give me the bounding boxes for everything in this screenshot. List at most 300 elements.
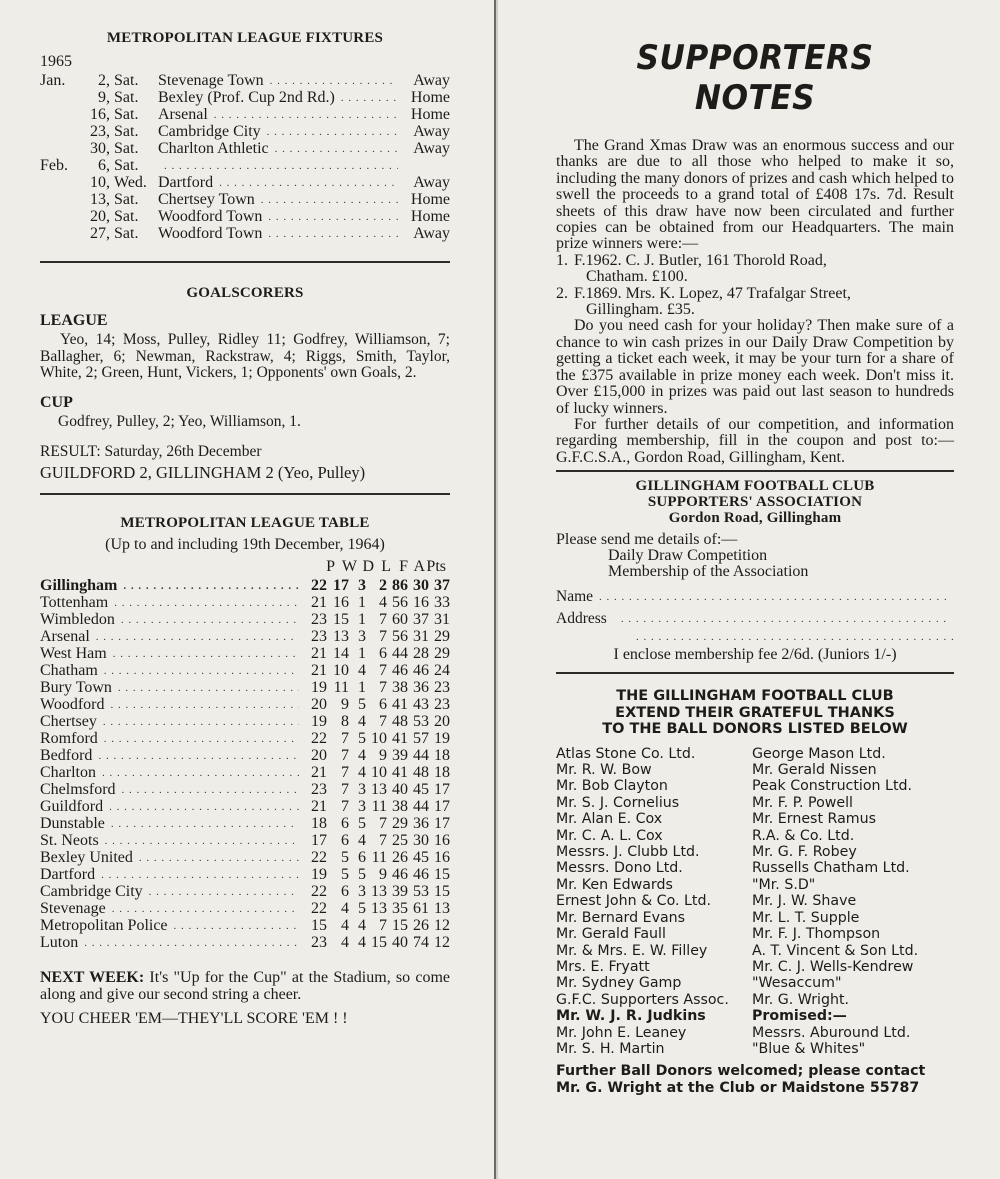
donor-right: Mr. F. J. Thompson [752, 926, 881, 943]
dot-leader [118, 680, 299, 697]
donor-left: Mr. Sydney Gamp [556, 975, 682, 992]
table-cell: 13 [371, 900, 387, 917]
fixture-month [40, 124, 86, 141]
donor-left: Mr. & Mrs. E. W. Filley [556, 942, 708, 959]
table-row [40, 714, 450, 731]
table-cell: 23 [434, 696, 450, 713]
fixture-opponent: Bexley (Prof. Cup 2nd Rd.) [158, 89, 335, 106]
fixture-row [40, 192, 450, 209]
fixture-row [40, 141, 450, 158]
table-cell: 39 [392, 883, 408, 900]
table-cell: 31 [434, 611, 450, 628]
winner-line-1: F.1869. Mrs. K. Lopez, 47 Trafalgar Street, [574, 284, 851, 302]
table-row [40, 782, 450, 799]
fixture-venue: Home [410, 191, 450, 208]
donor-right: George Mason Ltd. [752, 745, 886, 762]
table-cell: 74 [413, 934, 429, 951]
donor-right: Mr. L. T. Supple [752, 909, 860, 926]
donor-right: Mr. F. P. Powell [752, 794, 853, 811]
fixture-day: 6, [98, 157, 110, 174]
table-cell: 11 [371, 849, 387, 866]
table-cell: 15 [371, 934, 387, 951]
fixture-weekday: Sat. [114, 123, 139, 140]
table-cell: 5 [341, 849, 349, 866]
fixture-venue: Home [410, 208, 450, 225]
table-cell: 9 [341, 696, 349, 713]
donor-left: Ernest John & Co. Ltd. [556, 893, 712, 910]
dot-leader [104, 731, 299, 748]
table-cell: 20 [311, 747, 327, 764]
coupon-org-2: SUPPORTERS' ASSOCIATION [647, 494, 863, 511]
coupon-option-daily-draw: Daily Draw Competition [608, 547, 768, 565]
table-cell: 44 [392, 645, 408, 662]
fixture-venue: Away [413, 72, 450, 89]
table-cell: 7 [379, 628, 387, 645]
table-cell: 17 [311, 832, 327, 849]
dot-leader [103, 714, 299, 731]
dot-leader [122, 782, 299, 799]
table-cell: 23 [311, 781, 327, 798]
table-cell: 35 [392, 900, 408, 917]
table-row [40, 867, 450, 884]
table-team: Woodford [40, 696, 105, 713]
divider [556, 470, 954, 472]
table-cell: 30 [413, 577, 429, 594]
table-cell: 41 [392, 696, 408, 713]
winner-entry [556, 253, 954, 269]
fixture-venue [404, 158, 450, 175]
fixture-venue: Away [413, 225, 450, 242]
dot-leader [164, 158, 398, 175]
dot-leader [267, 124, 398, 141]
donor-left: Mr. C. A. L. Cox [556, 827, 663, 844]
fixture-opponent: Dartford [158, 174, 214, 191]
coupon-address-line[interactable] [621, 608, 948, 630]
table-cell: 7 [341, 781, 349, 798]
table-cell: 19 [311, 866, 327, 883]
table-cell: 1 [358, 594, 366, 611]
thanks-line-3: TO THE BALL DONORS LISTED BELOW [602, 721, 908, 738]
table-cell: 21 [311, 662, 327, 679]
winner-line-2: Gillingham. £35. [586, 301, 695, 319]
coupon-org-1: GILLINGHAM FOOTBALL CLUB [635, 478, 875, 495]
fixture-month [40, 107, 86, 124]
table-team: Dunstable [40, 815, 105, 832]
fixture-weekday: Sat. [114, 106, 139, 123]
table-cell: 19 [311, 713, 327, 730]
fixture-opponent: Charlton Athletic [158, 140, 269, 157]
table-team: Cambridge City [40, 883, 143, 900]
donor-left: Mr. Bernard Evans [556, 909, 686, 926]
table-cell: 18 [434, 764, 450, 781]
table-cell: 36 [413, 679, 429, 696]
table-team: Metropolitan Police [40, 917, 168, 934]
table-cell: 7 [379, 917, 387, 934]
dot-leader [112, 901, 299, 918]
coupon-option-membership: Membership of the Association [608, 563, 809, 581]
table-cell: 29 [434, 628, 450, 645]
table-header-cell: L [381, 558, 391, 575]
table-cell: 56 [392, 594, 408, 611]
table-row [40, 646, 450, 663]
daily-draw-paragraph: Do you need cash for your holiday? Then make sure of a chance to win cash prizes in our Daily Draw Competition by getting a ticket each week, it may be your turn for a share of the £375 available in prize money each week. Don't miss it. Over £15,000 in prizes was paid out last season to hundreds of lucky winners. [556, 317, 954, 417]
winner-entry [556, 286, 954, 302]
fixture-weekday: Sat. [114, 89, 139, 106]
table-row [40, 612, 450, 629]
table-row [40, 799, 450, 816]
table-cell: 4 [379, 594, 387, 611]
table-cell: 46 [392, 866, 408, 883]
table-cell: 38 [392, 679, 408, 696]
dot-leader [104, 663, 299, 680]
fixture-opponent: Stevenage Town [158, 72, 264, 89]
table-row [40, 765, 450, 782]
table-cell: 7 [379, 832, 387, 849]
table-cell: 3 [358, 577, 366, 594]
table-cell: 28 [413, 645, 429, 662]
table-row [40, 595, 450, 612]
dot-leader [113, 646, 299, 663]
donor-right: Mr. Gerald Nissen [752, 762, 877, 779]
table-row [40, 731, 450, 748]
table-cell: 3 [358, 798, 366, 815]
table-cell: 10 [371, 764, 387, 781]
fixture-day: 10, [90, 174, 110, 191]
donor-right: Mr. C. J. Wells-Kendrew [752, 958, 914, 975]
table-cell: 40 [392, 934, 408, 951]
table-row [40, 918, 450, 935]
table-row [40, 901, 450, 918]
table-team: Luton [40, 934, 79, 951]
table-cell: 5 [358, 900, 366, 917]
winner-line-2: Chatham. £100. [586, 268, 688, 286]
table-cell: 21 [311, 594, 327, 611]
fixture-row [40, 175, 450, 192]
dot-leader [214, 107, 398, 124]
donors-footer [556, 1063, 954, 1096]
table-row [40, 697, 450, 714]
fixture-day: 2, [98, 72, 110, 89]
fixture-venue: Away [413, 174, 450, 191]
table-cell: 7 [379, 713, 387, 730]
table-header-cell: D [362, 558, 374, 575]
dot-leader [121, 612, 299, 629]
coupon-send: Please send me details of:— [556, 531, 738, 549]
fixture-month [40, 141, 86, 158]
table-cell: 17 [333, 577, 349, 594]
table-cell: 5 [358, 730, 366, 747]
table-cell: 43 [413, 696, 429, 713]
coupon-address-field[interactable] [556, 608, 954, 630]
dot-leader [219, 175, 398, 192]
fixture-day: 9, [98, 89, 110, 106]
donor-right: Mr. G. F. Robey [752, 844, 857, 861]
fixture-venue: Away [413, 140, 450, 157]
table-cell: 53 [413, 883, 429, 900]
table-cell: 4 [358, 764, 366, 781]
fixture-row [40, 73, 450, 90]
table-cell: 7 [379, 815, 387, 832]
donor-left: Mr. S. H. Martin [556, 1040, 665, 1057]
table-cell: 24 [434, 662, 450, 679]
details-paragraph: For further details of our competition, and information regarding membership, fill in the coupon and post to:—G.F.C.S.A., Gordon Road, Gillingham, Kent. [556, 415, 954, 466]
table-cell: 22 [311, 849, 327, 866]
table-cell: 45 [413, 781, 429, 798]
donor-left: G.F.C. Supporters Assoc. [556, 991, 729, 1008]
table-cell: 4 [358, 832, 366, 849]
dot-leader [110, 697, 299, 714]
table-cell: 9 [379, 747, 387, 764]
donor-right: Peak Construction Ltd. [752, 778, 913, 795]
supporters-notes-title: SUPPORTERS NOTES [636, 38, 874, 118]
table-cell: 4 [358, 747, 366, 764]
table-cell: 13 [333, 628, 349, 645]
dot-leader [275, 141, 398, 158]
fixture-month [40, 226, 86, 243]
cup-label: CUP [40, 393, 73, 411]
left-page [0, 0, 496, 1179]
table-cell: 15 [311, 917, 327, 934]
donor-right: Messrs. Aburound Ltd. [752, 1024, 911, 1041]
fixture-row [40, 124, 450, 141]
result-line-2: GUILDFORD 2, GILLINGHAM 2 (Yeo, Pulley) [40, 462, 366, 482]
table-cell: 16 [434, 832, 450, 849]
donor-right: R.A. & Co. Ltd. [752, 827, 855, 844]
league-table-title: METROPOLITAN LEAGUE TABLE [120, 515, 370, 531]
table-header-cell: P [326, 558, 335, 575]
table-cell: 10 [333, 662, 349, 679]
table-cell: 39 [392, 747, 408, 764]
table-cell: 13 [434, 900, 450, 917]
table-cell: 36 [413, 815, 429, 832]
membership-coupon [556, 478, 954, 664]
table-cell: 7 [341, 747, 349, 764]
table-header-cell: F [399, 558, 408, 575]
table-cell: 5 [358, 815, 366, 832]
table-cell: 1 [358, 611, 366, 628]
table-team: Wimbledon [40, 611, 115, 628]
fixture-weekday: Sat. [114, 225, 139, 242]
dot-leader [123, 578, 299, 595]
fixture-opponent: Cambridge City [158, 123, 261, 140]
table-row [40, 935, 450, 952]
dot-leader [268, 209, 398, 226]
table-cell: 29 [434, 645, 450, 662]
fixture-venue: Home [410, 89, 450, 106]
donor-left: Mr. Gerald Faull [556, 926, 666, 943]
table-team: Bedford [40, 747, 93, 764]
table-cell: 45 [413, 849, 429, 866]
dot-leader [114, 595, 299, 612]
table-cell: 19 [434, 730, 450, 747]
thanks-line-2: EXTEND THEIR GRATEFUL THANKS [615, 704, 895, 721]
table-team: Guildford [40, 798, 104, 815]
table-cell: 4 [358, 934, 366, 951]
fixture-row [40, 226, 450, 243]
table-cell: 21 [311, 645, 327, 662]
dot-leader [268, 226, 398, 243]
donor-right: "Wesaccum" [752, 975, 842, 992]
donor-left: Mr. Ken Edwards [556, 876, 673, 893]
dot-leader [341, 90, 398, 107]
donor-left: Mr. Bob Clayton [556, 778, 668, 795]
table-cell: 18 [311, 815, 327, 832]
fixture-month [40, 175, 86, 192]
table-cell: 38 [392, 798, 408, 815]
divider [40, 493, 450, 495]
next-week-label: NEXT WEEK: [40, 969, 145, 986]
table-cell: 31 [413, 628, 429, 645]
table-cell: 15 [392, 917, 408, 934]
fixture-day: 13, [90, 191, 110, 208]
table-cell: 8 [341, 713, 349, 730]
donor-left: Mr. John E. Leaney [556, 1024, 687, 1041]
table-cell: 11 [333, 679, 349, 696]
table-cell: 48 [392, 713, 408, 730]
fixture-row [40, 209, 450, 226]
league-label: LEAGUE [40, 312, 108, 329]
table-cell: 19 [311, 679, 327, 696]
thanks-line-1: THE GILLINGHAM FOOTBALL CLUB [616, 688, 894, 705]
coupon-address-field-2[interactable] [556, 630, 954, 644]
dot-leader [270, 73, 398, 90]
table-cell: 17 [434, 815, 450, 832]
table-cell: 15 [434, 866, 450, 883]
fixture-day: 30, [90, 140, 110, 157]
table-cell: 21 [311, 798, 327, 815]
winner-number: 2. [556, 284, 568, 302]
goalscorers-title: GOALSCORERS [186, 285, 304, 301]
table-row [40, 850, 450, 867]
table-cell: 23 [311, 934, 327, 951]
next-week-note [40, 970, 450, 1003]
dot-leader [98, 748, 299, 765]
donor-left: Mr. S. J. Cornelius [556, 794, 680, 811]
table-cell: 22 [311, 730, 327, 747]
table-cell: 61 [413, 900, 429, 917]
league-table [40, 578, 450, 952]
dot-leader [102, 765, 299, 782]
fixtures-year: 1965 [40, 53, 72, 70]
table-team: Chelmsford [40, 781, 116, 798]
table-cell: 44 [413, 798, 429, 815]
fixture-venue: Home [410, 106, 450, 123]
table-cell: 6 [358, 849, 366, 866]
fixture-opponent: Chertsey Town [158, 191, 255, 208]
fixture-day: 20, [90, 208, 110, 225]
table-cell: 53 [413, 713, 429, 730]
table-cell: 46 [413, 662, 429, 679]
table-cell: 14 [333, 645, 349, 662]
table-team: Chertsey [40, 713, 97, 730]
table-cell: 37 [434, 577, 450, 594]
table-cell: 22 [311, 900, 327, 917]
table-cell: 30 [413, 832, 429, 849]
table-team: Bexley United [40, 849, 133, 866]
fixture-day: 23, [90, 123, 110, 140]
table-team: Bury Town [40, 679, 112, 696]
fixture-weekday: Sat. [114, 191, 139, 208]
table-row [40, 680, 450, 697]
fixture-weekday: Sat. [114, 140, 139, 157]
coupon-org-3: Gordon Road, Gillingham [668, 510, 842, 527]
donors-footer-1: Further Ball Donors welcomed; please contact [556, 1063, 926, 1080]
table-cell: 86 [392, 577, 408, 594]
table-cell: 56 [392, 628, 408, 645]
table-cell: 22 [311, 577, 327, 594]
table-cell: 17 [434, 781, 450, 798]
table-row [40, 748, 450, 765]
dot-leader [105, 833, 299, 850]
prize-winners [556, 253, 954, 319]
table-cell: 20 [311, 696, 327, 713]
fixture-opponent: Arsenal [158, 106, 208, 123]
fixture-row [40, 158, 450, 175]
table-team: Romford [40, 730, 98, 747]
fixtures-title: METROPOLITAN LEAGUE FIXTURES [106, 30, 384, 46]
table-team: Charlton [40, 764, 96, 781]
coupon-name-line[interactable] [599, 586, 948, 608]
dot-leader [109, 799, 299, 816]
table-header-cell: W [341, 558, 357, 575]
fixture-venue: Away [413, 123, 450, 140]
fixture-weekday: Sat. [114, 208, 139, 225]
dot-leader [261, 192, 398, 209]
table-row [40, 833, 450, 850]
table-cell: 16 [333, 594, 349, 611]
table-cell: 7 [341, 730, 349, 747]
table-cell: 16 [434, 849, 450, 866]
table-cell: 17 [434, 798, 450, 815]
divider [40, 261, 450, 263]
table-cell: 10 [371, 730, 387, 747]
table-cell: 3 [358, 628, 366, 645]
table-cell: 48 [413, 764, 429, 781]
right-page [498, 0, 1000, 1179]
table-cell: 22 [311, 883, 327, 900]
next-week-text: It's "Up for the Cup" at the Stadium, so come along and give our second string a cheer. [40, 969, 450, 1003]
donor-right: Promised:— [752, 1008, 847, 1025]
result-line-1: RESULT: Saturday, 26th December [40, 443, 262, 460]
fixture-weekday: Wed. [114, 174, 147, 191]
table-cell: 6 [341, 815, 349, 832]
table-team: Gillingham [40, 577, 118, 594]
dot-leader [101, 867, 299, 884]
coupon-name-field[interactable] [556, 586, 954, 608]
fixture-weekday: Sat. [114, 157, 139, 174]
table-cell: 4 [341, 917, 349, 934]
table-team: West Ham [40, 645, 107, 662]
table-cell: 4 [341, 934, 349, 951]
coupon-address-line-2[interactable] [636, 630, 954, 644]
table-cell: 18 [434, 747, 450, 764]
table-cell: 15 [333, 611, 349, 628]
table-row [40, 578, 450, 595]
table-cell: 26 [413, 917, 429, 934]
dot-leader [174, 918, 299, 935]
table-cell: 7 [341, 764, 349, 781]
table-cell: 25 [392, 832, 408, 849]
donor-left: Atlas Stone Co. Ltd. [556, 745, 696, 762]
donor-left: Messrs. J. Clubb Ltd. [556, 844, 700, 861]
table-row [40, 816, 450, 833]
fixtures-list [40, 73, 450, 243]
table-cell: 5 [358, 866, 366, 883]
table-cell: 20 [434, 713, 450, 730]
table-cell: 37 [413, 611, 429, 628]
fixture-opponent: Woodford Town [158, 225, 263, 242]
table-team: St. Neots [40, 832, 99, 849]
